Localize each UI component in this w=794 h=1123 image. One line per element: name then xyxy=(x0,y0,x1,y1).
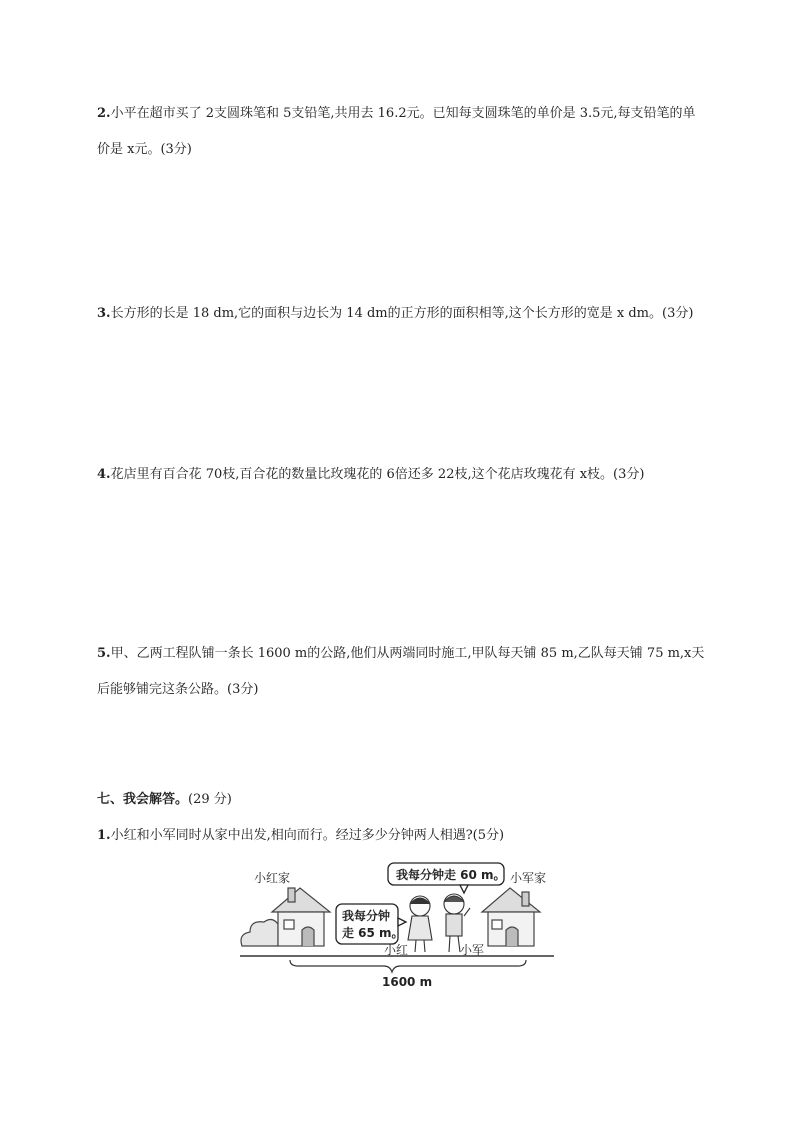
section-title-text: 七、我会解答。 xyxy=(97,792,189,807)
question-text: 小平在超市买了 2支圆珠笔和 5支铅笔,共用去 16.2元。已知每支圆珠笔的单价是 3.5元,每支铅笔的单价是 x元。(3分) xyxy=(97,106,696,157)
question-number: 2. xyxy=(97,106,111,121)
left-house-icon xyxy=(241,888,330,946)
right-house-icon xyxy=(482,888,540,946)
meeting-figure xyxy=(238,858,558,993)
right-home-label: 小军家 xyxy=(510,871,547,885)
meeting-illustration xyxy=(238,858,558,993)
section-score: (29 分) xyxy=(188,792,232,807)
distance-brace xyxy=(290,960,526,972)
question-4 xyxy=(97,457,707,493)
question-text: 花店里有百合花 70枝,百合花的数量比玫瑰花的 6倍还多 22枝,这个花店玫瑰花有 x枝。(3分) xyxy=(110,467,645,482)
question-3 xyxy=(97,296,707,332)
question-text: 长方形的长是 18 dm,它的面积与边长为 14 dm的正方形的面积相等,这个长方形的宽是 x dm。(3分) xyxy=(110,306,694,321)
question-number: 1. xyxy=(97,828,111,843)
problem-1 xyxy=(97,818,707,854)
section-title xyxy=(97,788,232,807)
speech-bubble-left xyxy=(336,904,406,944)
girl-name: 小红 xyxy=(384,943,409,957)
question-number: 4. xyxy=(97,467,111,482)
question-2 xyxy=(97,96,707,168)
bubble-left-line2: 走 65 m。 xyxy=(342,926,404,940)
question-number: 3. xyxy=(97,306,111,321)
girl-icon xyxy=(408,896,432,952)
speech-bubble-top xyxy=(388,863,506,893)
question-number: 5. xyxy=(97,646,111,661)
bubble-top-text: 我每分钟走 60 m。 xyxy=(396,868,506,882)
bubble-left-line1: 我每分钟 xyxy=(342,909,391,923)
question-text: 甲、乙两工程队铺一条长 1600 m的公路,他们从两端同时施工,甲队每天铺 85 m,乙队每天铺 75 m,x天后能够铺完这条公路。(3分) xyxy=(97,646,705,697)
boy-name: 小军 xyxy=(460,943,485,957)
distance-label: 1600 m xyxy=(382,975,433,989)
left-home-label: 小红家 xyxy=(254,871,291,885)
question-text: 小红和小军同时从家中出发,相向而行。经过多少分钟两人相遇?(5分) xyxy=(110,828,505,843)
question-5 xyxy=(97,636,707,708)
